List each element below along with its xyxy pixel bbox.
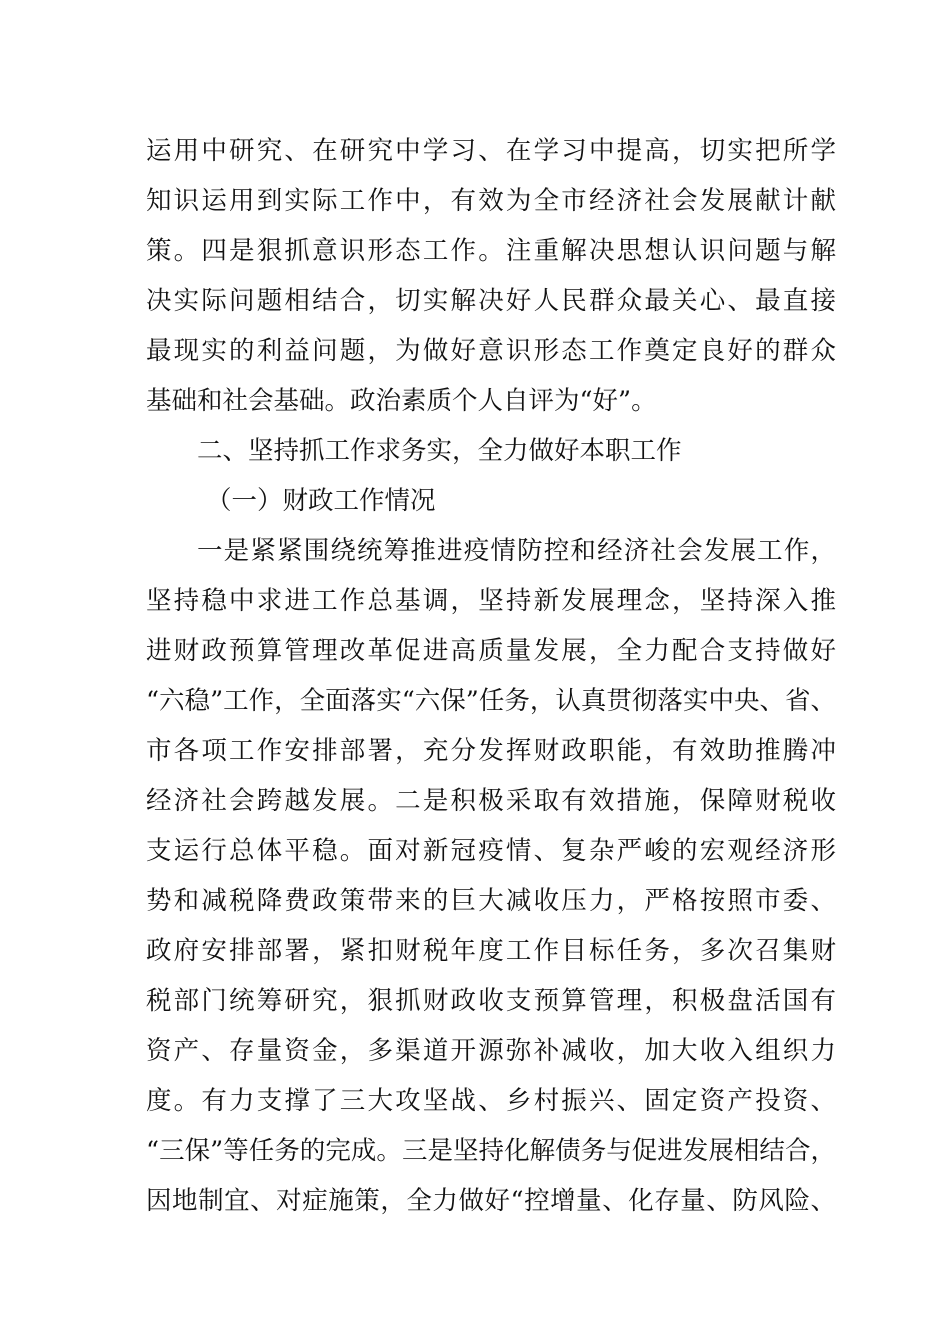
text-line: 运用中研究、在研究中学习、在学习中提高，切实把所学 — [146, 136, 836, 166]
text-line: 坚持稳中求进工作总基调，坚持新发展理念，坚持深入推 — [146, 586, 836, 616]
subsection-heading: （一）财政工作情况 — [206, 486, 436, 516]
text-line: 知识运用到实际工作中，有效为全市经济社会发展献计献 — [146, 186, 836, 216]
text-line: 经济社会跨越发展。二是积极采取有效措施，保障财税收 — [146, 786, 836, 816]
text-line: 税部门统筹研究，狠抓财政收支预算管理，积极盘活国有 — [146, 986, 836, 1016]
text-line: 一是紧紧围绕统筹推进疫情防控和经济社会发展工作， — [197, 536, 836, 566]
text-line: “六稳”工作，全面落实“六保”任务，认真贯彻落实中央、省、 — [146, 686, 836, 716]
text-line: 支运行总体平稳。面对新冠疫情、复杂严峻的宏观经济形 — [146, 836, 836, 866]
text-line: “三保”等任务的完成。三是坚持化解债务与促进发展相结合， — [146, 1136, 836, 1166]
text-line: 政府安排部署，紧扣财税年度工作目标任务，多次召集财 — [146, 936, 836, 966]
text-line: 进财政预算管理改革促进高质量发展，全力配合支持做好 — [146, 636, 836, 666]
text-line: 基础和社会基础。政治素质个人自评为“好”。 — [146, 386, 657, 416]
text-line: 最现实的利益问题，为做好意识形态工作奠定良好的群众 — [146, 336, 836, 366]
text-line: 因地制宜、对症施策，全力做好“控增量、化存量、防风险、 — [146, 1186, 836, 1216]
text-line: 策。四是狠抓意识形态工作。注重解决思想认识问题与解 — [146, 236, 836, 266]
text-line: 度。有力支撑了三大攻坚战、乡村振兴、固定资产投资、 — [146, 1086, 836, 1116]
text-line: 市各项工作安排部署，充分发挥财政职能，有效助推腾冲 — [146, 736, 836, 766]
section-heading: 二、坚持抓工作求务实，全力做好本职工作 — [197, 436, 682, 466]
text-line: 资产、存量资金，多渠道开源弥补减收，加大收入组织力 — [146, 1036, 836, 1066]
body-text — [146, 126, 836, 1226]
text-line: 势和减税降费政策带来的巨大减收压力，严格按照市委、 — [146, 886, 836, 916]
text-line: 决实际问题相结合，切实解决好人民群众最关心、最直接 — [146, 286, 836, 316]
